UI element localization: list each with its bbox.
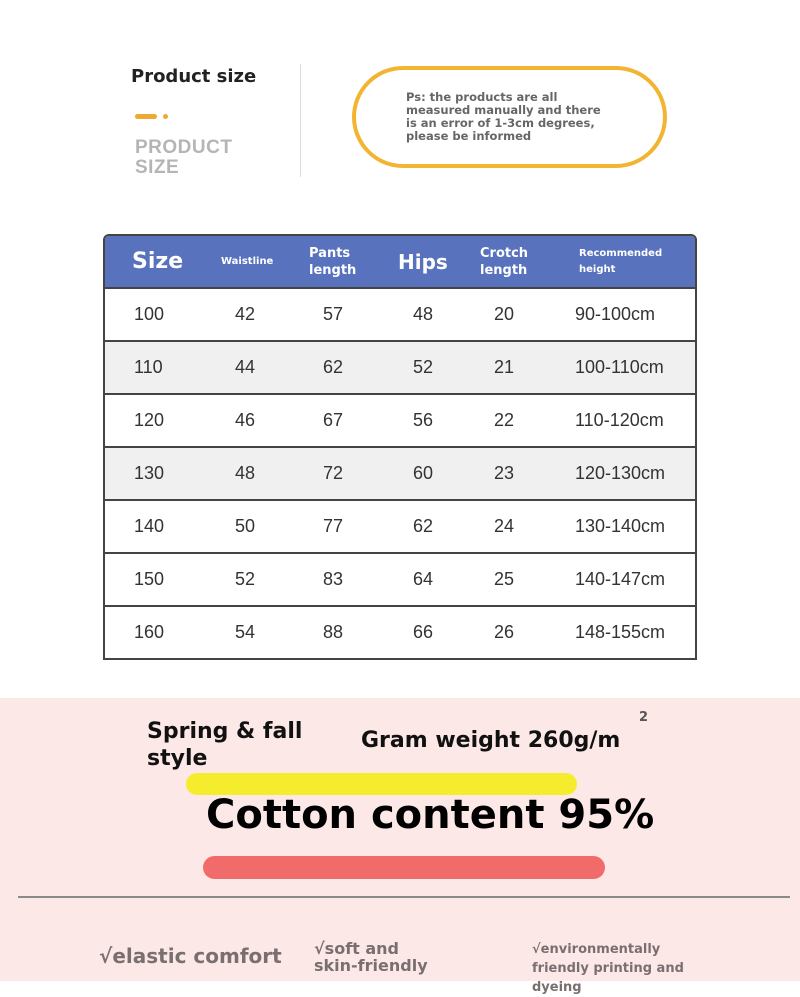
- cell: 62: [323, 357, 344, 377]
- cell: 160: [134, 622, 165, 642]
- table-row: [105, 499, 695, 552]
- cell: 72: [323, 463, 344, 483]
- table-row: [105, 287, 695, 340]
- table-header: [105, 236, 695, 287]
- cell: 110-120cm: [575, 410, 664, 430]
- cell: 90-100cm: [575, 304, 656, 324]
- cell: 140-147cm: [575, 569, 666, 589]
- cell: 120: [134, 410, 165, 430]
- cell: 120-130cm: [575, 463, 666, 483]
- cell: 64: [413, 569, 434, 589]
- table-row: [105, 605, 695, 658]
- feature-tag-eco: √environmentally friendly printing and dyeing: [532, 942, 684, 995]
- cell: 57: [323, 304, 344, 324]
- cell: 26: [494, 622, 515, 642]
- cell: 130-140cm: [575, 516, 666, 536]
- cell: 42: [235, 304, 256, 324]
- table-row: [105, 552, 695, 605]
- cell: 48: [413, 304, 434, 324]
- cell: 77: [323, 516, 344, 536]
- table-row: [105, 446, 695, 499]
- cell: 20: [494, 304, 515, 324]
- cell: 23: [494, 463, 515, 483]
- cell: 46: [235, 410, 256, 430]
- cell: 130: [134, 463, 165, 483]
- cell: 67: [323, 410, 344, 430]
- gram-weight-superscript: 2: [639, 710, 649, 725]
- cell: 56: [413, 410, 434, 430]
- header-pants-length: Pants length: [309, 245, 357, 278]
- cell: 25: [494, 569, 515, 589]
- cell: 148-155cm: [575, 622, 666, 642]
- red-highlight-bar: [203, 856, 605, 879]
- cell: 52: [235, 569, 256, 589]
- measurement-note: [352, 66, 667, 168]
- cell: 62: [413, 516, 434, 536]
- header-crotch-length: Crotch length: [480, 245, 529, 278]
- header-size: Size: [132, 249, 184, 274]
- section-title: Product size: [131, 66, 257, 87]
- size-table: [103, 234, 697, 660]
- feature-tag-elastic: √elastic comfort: [99, 944, 282, 968]
- cell: 60: [413, 463, 434, 483]
- cell: 100-110cm: [575, 357, 664, 377]
- cell: 66: [413, 622, 434, 642]
- cell: 83: [323, 569, 344, 589]
- cell: 150: [134, 569, 165, 589]
- cell: 100: [134, 304, 165, 324]
- cell: 50: [235, 516, 256, 536]
- table-row: [105, 340, 695, 393]
- gram-weight-label: Gram weight 260g/m: [361, 728, 621, 753]
- cell: 44: [235, 357, 256, 377]
- cell: 48: [235, 463, 256, 483]
- subtitle-line-1: PRODUCT: [135, 137, 233, 158]
- accent-dash-icon: [135, 114, 157, 119]
- cell: 54: [235, 622, 256, 642]
- divider: [300, 64, 301, 177]
- cell: 21: [494, 357, 515, 377]
- cell: 140: [134, 516, 165, 536]
- section-subtitle: [135, 138, 232, 178]
- cell: 110: [134, 357, 163, 377]
- accent-dot-icon: [163, 114, 168, 119]
- cotton-content-label: Cotton content 95%: [206, 792, 655, 838]
- header-recommended-height: Recommended height: [579, 247, 663, 275]
- cell: 88: [323, 622, 344, 642]
- cell: 52: [413, 357, 434, 377]
- note-text: Ps: the products are all measured manually and there is an error of 1-3cm degrees, please be informed: [406, 90, 601, 143]
- feature-tag-soft: √soft and skin-friendly: [314, 939, 428, 975]
- table-row: [105, 393, 695, 446]
- header-waistline: Waistline: [221, 256, 274, 267]
- season-label: Spring & fall style: [147, 719, 303, 771]
- divider-line: [18, 896, 790, 898]
- header-hips: Hips: [398, 249, 448, 274]
- cell: 22: [494, 410, 515, 430]
- subtitle-line-2: SIZE: [135, 157, 180, 178]
- cell: 24: [494, 516, 515, 536]
